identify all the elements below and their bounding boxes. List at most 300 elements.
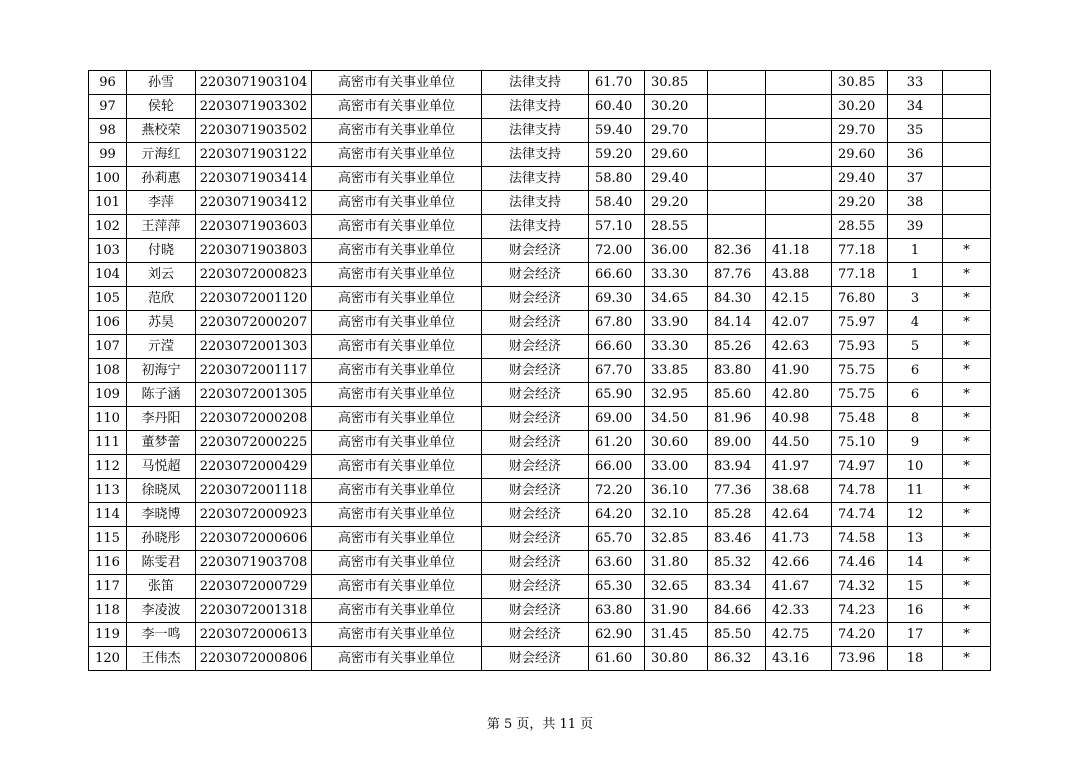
cell-written-score: 69.30: [589, 287, 645, 311]
cell-interview-weighted-score: 43.16: [766, 647, 832, 671]
cell-rank: 34: [888, 95, 943, 119]
table-row: [89, 359, 991, 383]
cell-written-weighted-score: 33.30: [645, 335, 708, 359]
cell-position: 法律支持: [482, 143, 589, 167]
cell-admission-ticket-number: 2203071903708: [196, 551, 312, 575]
cell-candidate-name: 燕校荣: [127, 119, 196, 143]
cell-written-score: 63.80: [589, 599, 645, 623]
cell-total-score: 29.60: [832, 143, 888, 167]
cell-admission-ticket-number: 2203071903603: [196, 215, 312, 239]
cell-position: 财会经济: [482, 311, 589, 335]
cell-inspection-mark: *: [943, 479, 991, 503]
cell-serial-number: 101: [89, 191, 127, 215]
cell-rank: 36: [888, 143, 943, 167]
table-row: [89, 551, 991, 575]
cell-rank: 15: [888, 575, 943, 599]
cell-interview-score: [708, 143, 766, 167]
cell-inspection-mark: *: [943, 335, 991, 359]
cell-inspection-mark: [943, 167, 991, 191]
cell-admission-ticket-number: 2203072000823: [196, 263, 312, 287]
cell-rank: 18: [888, 647, 943, 671]
cell-position: 财会经济: [482, 383, 589, 407]
cell-inspection-mark: [943, 119, 991, 143]
cell-serial-number: 115: [89, 527, 127, 551]
cell-total-score: 74.32: [832, 575, 888, 599]
cell-employer-unit: 高密市有关事业单位: [312, 623, 482, 647]
cell-serial-number: 119: [89, 623, 127, 647]
cell-total-score: 73.96: [832, 647, 888, 671]
cell-employer-unit: 高密市有关事业单位: [312, 575, 482, 599]
cell-employer-unit: 高密市有关事业单位: [312, 359, 482, 383]
cell-inspection-mark: *: [943, 551, 991, 575]
cell-admission-ticket-number: 2203072000613: [196, 623, 312, 647]
cell-written-weighted-score: 32.95: [645, 383, 708, 407]
cell-serial-number: 116: [89, 551, 127, 575]
cell-interview-score: 81.96: [708, 407, 766, 431]
cell-rank: 6: [888, 359, 943, 383]
cell-total-score: 74.23: [832, 599, 888, 623]
cell-position: 财会经济: [482, 407, 589, 431]
cell-candidate-name: 付晓: [127, 239, 196, 263]
table-row: [89, 383, 991, 407]
cell-interview-score: 83.80: [708, 359, 766, 383]
cell-total-score: 74.46: [832, 551, 888, 575]
cell-interview-weighted-score: 41.90: [766, 359, 832, 383]
cell-interview-score: 83.94: [708, 455, 766, 479]
cell-interview-score: 85.32: [708, 551, 766, 575]
cell-candidate-name: 张笛: [127, 575, 196, 599]
cell-total-score: 74.78: [832, 479, 888, 503]
cell-employer-unit: 高密市有关事业单位: [312, 287, 482, 311]
table-row: [89, 455, 991, 479]
cell-interview-weighted-score: 42.07: [766, 311, 832, 335]
cell-position: 财会经济: [482, 335, 589, 359]
cell-inspection-mark: *: [943, 431, 991, 455]
cell-candidate-name: 亓滢: [127, 335, 196, 359]
cell-rank: 12: [888, 503, 943, 527]
cell-position: 财会经济: [482, 455, 589, 479]
cell-rank: 14: [888, 551, 943, 575]
cell-interview-weighted-score: 38.68: [766, 479, 832, 503]
cell-admission-ticket-number: 2203071903412: [196, 191, 312, 215]
cell-total-score: 77.18: [832, 239, 888, 263]
cell-total-score: 77.18: [832, 263, 888, 287]
cell-employer-unit: 高密市有关事业单位: [312, 167, 482, 191]
cell-rank: 5: [888, 335, 943, 359]
cell-inspection-mark: *: [943, 311, 991, 335]
cell-interview-score: [708, 215, 766, 239]
cell-written-weighted-score: 30.85: [645, 71, 708, 95]
cell-written-weighted-score: 33.00: [645, 455, 708, 479]
cell-position: 法律支持: [482, 191, 589, 215]
cell-admission-ticket-number: 2203072001118: [196, 479, 312, 503]
cell-candidate-name: 苏昊: [127, 311, 196, 335]
cell-position: 财会经济: [482, 527, 589, 551]
cell-inspection-mark: *: [943, 287, 991, 311]
cell-written-weighted-score: 28.55: [645, 215, 708, 239]
cell-candidate-name: 李一鸣: [127, 623, 196, 647]
cell-position: 法律支持: [482, 71, 589, 95]
cell-admission-ticket-number: 2203071903803: [196, 239, 312, 263]
cell-position: 法律支持: [482, 119, 589, 143]
cell-interview-weighted-score: [766, 215, 832, 239]
cell-inspection-mark: *: [943, 575, 991, 599]
cell-interview-score: 86.32: [708, 647, 766, 671]
cell-total-score: 74.20: [832, 623, 888, 647]
cell-rank: 1: [888, 263, 943, 287]
cell-employer-unit: 高密市有关事业单位: [312, 407, 482, 431]
cell-interview-weighted-score: [766, 143, 832, 167]
cell-total-score: 28.55: [832, 215, 888, 239]
cell-serial-number: 104: [89, 263, 127, 287]
cell-interview-weighted-score: 42.64: [766, 503, 832, 527]
cell-serial-number: 96: [89, 71, 127, 95]
cell-rank: 39: [888, 215, 943, 239]
cell-position: 财会经济: [482, 239, 589, 263]
cell-written-weighted-score: 34.50: [645, 407, 708, 431]
cell-total-score: 29.20: [832, 191, 888, 215]
cell-interview-weighted-score: 41.73: [766, 527, 832, 551]
table-row: [89, 431, 991, 455]
cell-rank: 13: [888, 527, 943, 551]
cell-employer-unit: 高密市有关事业单位: [312, 263, 482, 287]
cell-employer-unit: 高密市有关事业单位: [312, 311, 482, 335]
cell-total-score: 29.40: [832, 167, 888, 191]
table-row: [89, 479, 991, 503]
cell-inspection-mark: *: [943, 527, 991, 551]
cell-written-weighted-score: 32.65: [645, 575, 708, 599]
cell-inspection-mark: [943, 71, 991, 95]
cell-written-weighted-score: 33.90: [645, 311, 708, 335]
cell-interview-weighted-score: [766, 167, 832, 191]
cell-inspection-mark: *: [943, 647, 991, 671]
table-row: [89, 599, 991, 623]
cell-interview-score: 84.30: [708, 287, 766, 311]
cell-interview-score: [708, 71, 766, 95]
cell-written-score: 59.40: [589, 119, 645, 143]
cell-inspection-mark: *: [943, 359, 991, 383]
cell-written-score: 57.10: [589, 215, 645, 239]
cell-interview-weighted-score: 42.75: [766, 623, 832, 647]
cell-interview-score: 77.36: [708, 479, 766, 503]
cell-written-score: 72.20: [589, 479, 645, 503]
table-row: [89, 503, 991, 527]
cell-written-weighted-score: 33.85: [645, 359, 708, 383]
score-table: [88, 70, 991, 671]
cell-candidate-name: 李凌波: [127, 599, 196, 623]
cell-written-score: 66.60: [589, 335, 645, 359]
cell-admission-ticket-number: 2203071903502: [196, 119, 312, 143]
cell-candidate-name: 刘云: [127, 263, 196, 287]
cell-written-score: 59.20: [589, 143, 645, 167]
cell-total-score: 75.75: [832, 359, 888, 383]
cell-written-score: 62.90: [589, 623, 645, 647]
cell-interview-weighted-score: [766, 119, 832, 143]
cell-admission-ticket-number: 2203071903122: [196, 143, 312, 167]
cell-rank: 9: [888, 431, 943, 455]
cell-employer-unit: 高密市有关事业单位: [312, 119, 482, 143]
cell-interview-score: [708, 95, 766, 119]
cell-serial-number: 102: [89, 215, 127, 239]
table-row: [89, 119, 991, 143]
cell-total-score: 74.97: [832, 455, 888, 479]
cell-interview-weighted-score: 42.33: [766, 599, 832, 623]
cell-written-weighted-score: 29.20: [645, 191, 708, 215]
cell-position: 财会经济: [482, 503, 589, 527]
cell-position: 财会经济: [482, 551, 589, 575]
cell-written-score: 69.00: [589, 407, 645, 431]
cell-admission-ticket-number: 2203072000806: [196, 647, 312, 671]
cell-position: 财会经济: [482, 599, 589, 623]
cell-rank: 3: [888, 287, 943, 311]
table-row: [89, 335, 991, 359]
cell-employer-unit: 高密市有关事业单位: [312, 95, 482, 119]
cell-employer-unit: 高密市有关事业单位: [312, 431, 482, 455]
table-row: [89, 575, 991, 599]
cell-interview-score: 85.50: [708, 623, 766, 647]
cell-admission-ticket-number: 2203072001117: [196, 359, 312, 383]
cell-interview-weighted-score: 42.15: [766, 287, 832, 311]
cell-inspection-mark: *: [943, 455, 991, 479]
cell-interview-score: [708, 191, 766, 215]
cell-interview-weighted-score: 41.97: [766, 455, 832, 479]
cell-rank: 33: [888, 71, 943, 95]
cell-candidate-name: 徐晓凤: [127, 479, 196, 503]
cell-interview-score: 83.46: [708, 527, 766, 551]
cell-interview-score: 87.76: [708, 263, 766, 287]
cell-written-score: 65.30: [589, 575, 645, 599]
cell-employer-unit: 高密市有关事业单位: [312, 239, 482, 263]
cell-inspection-mark: *: [943, 623, 991, 647]
cell-serial-number: 99: [89, 143, 127, 167]
cell-inspection-mark: [943, 215, 991, 239]
cell-written-weighted-score: 31.80: [645, 551, 708, 575]
cell-serial-number: 113: [89, 479, 127, 503]
cell-serial-number: 97: [89, 95, 127, 119]
cell-inspection-mark: *: [943, 503, 991, 527]
cell-interview-score: 82.36: [708, 239, 766, 263]
cell-interview-weighted-score: 41.67: [766, 575, 832, 599]
cell-employer-unit: 高密市有关事业单位: [312, 527, 482, 551]
cell-rank: 11: [888, 479, 943, 503]
cell-written-weighted-score: 36.10: [645, 479, 708, 503]
cell-serial-number: 117: [89, 575, 127, 599]
cell-written-weighted-score: 29.40: [645, 167, 708, 191]
score-table-container: [88, 70, 990, 671]
cell-employer-unit: 高密市有关事业单位: [312, 71, 482, 95]
cell-interview-weighted-score: [766, 71, 832, 95]
cell-serial-number: 111: [89, 431, 127, 455]
cell-serial-number: 114: [89, 503, 127, 527]
cell-position: 法律支持: [482, 167, 589, 191]
cell-written-score: 65.70: [589, 527, 645, 551]
cell-admission-ticket-number: 2203071903414: [196, 167, 312, 191]
cell-interview-weighted-score: 42.80: [766, 383, 832, 407]
score-table-body: [89, 71, 991, 671]
cell-candidate-name: 陈子涵: [127, 383, 196, 407]
cell-employer-unit: 高密市有关事业单位: [312, 479, 482, 503]
cell-rank: 1: [888, 239, 943, 263]
cell-written-weighted-score: 31.90: [645, 599, 708, 623]
cell-admission-ticket-number: 2203072001305: [196, 383, 312, 407]
table-row: [89, 167, 991, 191]
cell-position: 财会经济: [482, 623, 589, 647]
cell-inspection-mark: *: [943, 407, 991, 431]
cell-rank: 35: [888, 119, 943, 143]
table-row: [89, 95, 991, 119]
cell-total-score: 75.93: [832, 335, 888, 359]
cell-written-weighted-score: 33.30: [645, 263, 708, 287]
cell-candidate-name: 初海宁: [127, 359, 196, 383]
cell-inspection-mark: [943, 143, 991, 167]
cell-serial-number: 105: [89, 287, 127, 311]
cell-written-score: 63.60: [589, 551, 645, 575]
table-row: [89, 215, 991, 239]
cell-position: 法律支持: [482, 95, 589, 119]
cell-position: 财会经济: [482, 647, 589, 671]
cell-admission-ticket-number: 2203072000207: [196, 311, 312, 335]
cell-inspection-mark: [943, 95, 991, 119]
cell-interview-score: 85.60: [708, 383, 766, 407]
cell-candidate-name: 董梦蕾: [127, 431, 196, 455]
cell-admission-ticket-number: 2203072001303: [196, 335, 312, 359]
cell-interview-weighted-score: 42.66: [766, 551, 832, 575]
cell-employer-unit: 高密市有关事业单位: [312, 335, 482, 359]
cell-rank: 10: [888, 455, 943, 479]
cell-position: 财会经济: [482, 479, 589, 503]
cell-candidate-name: 王萍萍: [127, 215, 196, 239]
cell-rank: 4: [888, 311, 943, 335]
cell-interview-score: 85.28: [708, 503, 766, 527]
cell-interview-weighted-score: [766, 95, 832, 119]
cell-candidate-name: 范欣: [127, 287, 196, 311]
cell-interview-score: [708, 119, 766, 143]
cell-candidate-name: 孙莉惠: [127, 167, 196, 191]
cell-written-weighted-score: 30.80: [645, 647, 708, 671]
cell-interview-score: 85.26: [708, 335, 766, 359]
cell-total-score: 30.85: [832, 71, 888, 95]
cell-admission-ticket-number: 2203072000923: [196, 503, 312, 527]
cell-serial-number: 112: [89, 455, 127, 479]
cell-candidate-name: 亓海红: [127, 143, 196, 167]
cell-inspection-mark: *: [943, 599, 991, 623]
cell-written-score: 65.90: [589, 383, 645, 407]
cell-written-weighted-score: 30.20: [645, 95, 708, 119]
cell-total-score: 75.10: [832, 431, 888, 455]
cell-serial-number: 103: [89, 239, 127, 263]
table-row: [89, 311, 991, 335]
table-row: [89, 287, 991, 311]
cell-candidate-name: 马悦超: [127, 455, 196, 479]
table-row: [89, 263, 991, 287]
cell-written-weighted-score: 32.85: [645, 527, 708, 551]
cell-position: 财会经济: [482, 575, 589, 599]
cell-candidate-name: 李萍: [127, 191, 196, 215]
cell-employer-unit: 高密市有关事业单位: [312, 215, 482, 239]
cell-serial-number: 100: [89, 167, 127, 191]
cell-serial-number: 118: [89, 599, 127, 623]
cell-total-score: 76.80: [832, 287, 888, 311]
cell-admission-ticket-number: 2203072000225: [196, 431, 312, 455]
cell-rank: 8: [888, 407, 943, 431]
cell-inspection-mark: [943, 191, 991, 215]
cell-total-score: 74.74: [832, 503, 888, 527]
cell-serial-number: 109: [89, 383, 127, 407]
cell-inspection-mark: *: [943, 383, 991, 407]
cell-serial-number: 106: [89, 311, 127, 335]
cell-written-score: 61.20: [589, 431, 645, 455]
cell-written-score: 60.40: [589, 95, 645, 119]
cell-position: 财会经济: [482, 431, 589, 455]
cell-admission-ticket-number: 2203072000729: [196, 575, 312, 599]
cell-candidate-name: 孙雪: [127, 71, 196, 95]
cell-total-score: 75.97: [832, 311, 888, 335]
cell-interview-score: 84.14: [708, 311, 766, 335]
cell-admission-ticket-number: 2203072000429: [196, 455, 312, 479]
cell-interview-score: [708, 167, 766, 191]
cell-interview-score: 84.66: [708, 599, 766, 623]
cell-candidate-name: 陈雯君: [127, 551, 196, 575]
page-number: 第 5 页，共 11 页: [486, 717, 594, 732]
cell-rank: 6: [888, 383, 943, 407]
cell-employer-unit: 高密市有关事业单位: [312, 647, 482, 671]
cell-serial-number: 108: [89, 359, 127, 383]
table-row: [89, 623, 991, 647]
cell-written-score: 58.80: [589, 167, 645, 191]
cell-written-score: 58.40: [589, 191, 645, 215]
cell-written-weighted-score: 29.70: [645, 119, 708, 143]
cell-serial-number: 98: [89, 119, 127, 143]
cell-candidate-name: 李晓博: [127, 503, 196, 527]
cell-employer-unit: 高密市有关事业单位: [312, 455, 482, 479]
cell-written-score: 72.00: [589, 239, 645, 263]
cell-written-weighted-score: 31.45: [645, 623, 708, 647]
cell-candidate-name: 孙晓彤: [127, 527, 196, 551]
cell-rank: 17: [888, 623, 943, 647]
cell-serial-number: 110: [89, 407, 127, 431]
table-row: [89, 71, 991, 95]
cell-admission-ticket-number: 2203072000208: [196, 407, 312, 431]
cell-interview-score: 83.34: [708, 575, 766, 599]
cell-rank: 37: [888, 167, 943, 191]
cell-employer-unit: 高密市有关事业单位: [312, 143, 482, 167]
cell-employer-unit: 高密市有关事业单位: [312, 191, 482, 215]
cell-employer-unit: 高密市有关事业单位: [312, 383, 482, 407]
cell-written-weighted-score: 30.60: [645, 431, 708, 455]
cell-total-score: 29.70: [832, 119, 888, 143]
cell-total-score: 75.48: [832, 407, 888, 431]
table-row: [89, 239, 991, 263]
cell-interview-weighted-score: 44.50: [766, 431, 832, 455]
cell-written-weighted-score: 34.65: [645, 287, 708, 311]
cell-serial-number: 107: [89, 335, 127, 359]
cell-written-weighted-score: 36.00: [645, 239, 708, 263]
cell-employer-unit: 高密市有关事业单位: [312, 503, 482, 527]
cell-written-score: 67.80: [589, 311, 645, 335]
cell-admission-ticket-number: 2203072000606: [196, 527, 312, 551]
cell-interview-score: 89.00: [708, 431, 766, 455]
cell-written-score: 67.70: [589, 359, 645, 383]
cell-written-score: 66.00: [589, 455, 645, 479]
cell-written-weighted-score: 32.10: [645, 503, 708, 527]
cell-position: 财会经济: [482, 263, 589, 287]
cell-interview-weighted-score: 41.18: [766, 239, 832, 263]
cell-interview-weighted-score: 42.63: [766, 335, 832, 359]
cell-inspection-mark: *: [943, 239, 991, 263]
table-row: [89, 647, 991, 671]
cell-position: 财会经济: [482, 287, 589, 311]
cell-employer-unit: 高密市有关事业单位: [312, 551, 482, 575]
